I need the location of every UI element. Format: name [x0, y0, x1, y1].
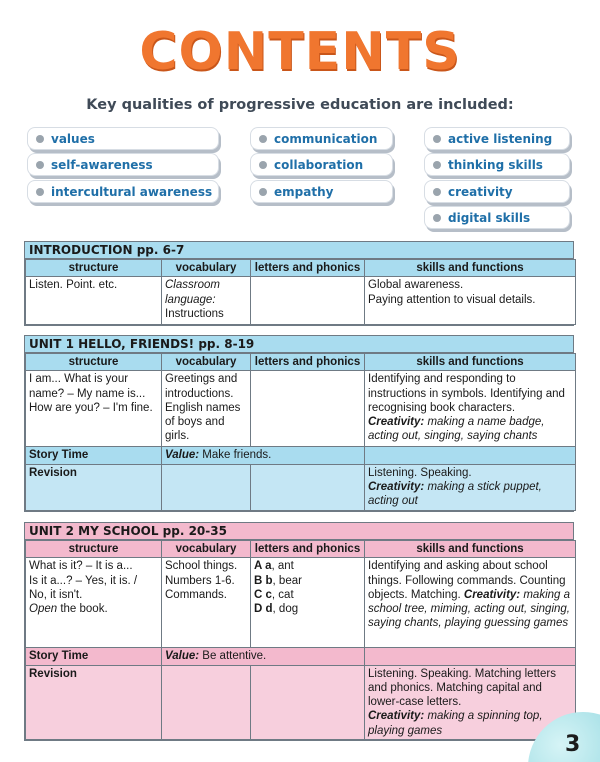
bullet-icon [36, 135, 44, 143]
quality-thinking-skills: thinking skills [424, 153, 570, 176]
unit1-value: Value: Make friends. [162, 447, 365, 464]
quality-active-listening: active listening [424, 127, 570, 150]
bullet-icon [433, 135, 441, 143]
quality-creativity: creativity [424, 180, 570, 203]
section-unit-1 [24, 335, 574, 512]
unit2-value: Value: Be attentive. [162, 648, 365, 665]
intro-table [25, 259, 576, 325]
col-structure: structure [26, 260, 162, 277]
page-title: CONTENTS [139, 22, 461, 82]
col-skills-functions: skills and functions [365, 260, 576, 277]
col-skills-functions: skills and functions [365, 354, 576, 371]
section-title: INTRODUCTION pp. 6-7 [25, 242, 573, 259]
page-number: 3 [565, 732, 581, 757]
quality-self-awareness: self-awareness [27, 153, 219, 176]
col-skills-functions: skills and functions [365, 541, 576, 558]
quality-empathy: empathy [250, 180, 393, 203]
bullet-icon [259, 188, 267, 196]
col-letters-phonics: letters and phonics [251, 541, 365, 558]
unit2-vocabulary: School things. Numbers 1-6. Commands. [162, 558, 251, 648]
unit2-revision-skills: Listening. Speaking. Matching letters and phonics. Matching capital and lower-case letters. Creativity: making a spinning top, playing games [365, 665, 576, 739]
unit1-phonics [251, 371, 365, 447]
unit1-structure: I am... What is your name? – My name is... How are you? – I'm fine. [26, 371, 162, 447]
intro-vocabulary: Classroom language: Instructions [162, 277, 251, 325]
intro-phonics [251, 277, 365, 325]
bullet-icon [36, 188, 44, 196]
bullet-icon [433, 188, 441, 196]
unit2-revision: Revision [26, 665, 162, 739]
unit1-skills: Identifying and responding to instructions in symbols. Identifying and recognising book characters. Creativity: making a name badge, acting out, singing, saying chants [365, 371, 576, 447]
col-vocabulary: vocabulary [162, 260, 251, 277]
unit2-structure: What is it? – It is a... Is it a...? – Yes, it is. / No, it isn't. Open the book. [26, 558, 162, 648]
section-title: UNIT 1 HELLO, FRIENDS! pp. 8-19 [25, 336, 573, 353]
col-letters-phonics: letters and phonics [251, 354, 365, 371]
intro-skills: Global awareness. Paying attention to visual details. [365, 277, 576, 325]
section-unit-2 [24, 522, 574, 741]
unit2-story-time: Story Time [26, 648, 162, 665]
bullet-icon [433, 214, 441, 222]
unit2-phonics: A a, ant B b, bear C c, cat D d, dog [251, 558, 365, 648]
unit2-skills: Identifying and asking about school things. Following commands. Counting objects. Matching. Creativity: making a school tree, miming, acting out, singing, saying chants, playing guessing games [365, 558, 576, 648]
unit1-table [25, 353, 576, 511]
unit2-table [25, 540, 576, 740]
bullet-icon [259, 161, 267, 169]
bullet-icon [259, 135, 267, 143]
unit1-story-time: Story Time [26, 447, 162, 464]
col-vocabulary: vocabulary [162, 354, 251, 371]
quality-intercultural-awareness: intercultural awareness [27, 180, 219, 203]
section-introduction [24, 241, 574, 326]
bullet-icon [433, 161, 441, 169]
page-subtitle: Key qualities of progressive education are included: [86, 97, 514, 113]
section-title: UNIT 2 MY SCHOOL pp. 20-35 [25, 523, 573, 540]
unit1-revision-skills: Listening. Speaking. Creativity: making a stick puppet, acting out [365, 464, 576, 510]
quality-digital-skills: digital skills [424, 206, 570, 229]
unit1-revision: Revision [26, 464, 162, 510]
unit1-vocabulary: Greetings and introductions. English names of boys and girls. [162, 371, 251, 447]
col-letters-phonics: letters and phonics [251, 260, 365, 277]
col-vocabulary: vocabulary [162, 541, 251, 558]
bullet-icon [36, 161, 44, 169]
col-structure: structure [26, 541, 162, 558]
intro-structure: Listen. Point. etc. [26, 277, 162, 325]
quality-collaboration: collaboration [250, 153, 393, 176]
quality-values: values [27, 127, 219, 150]
quality-communication: communication [250, 127, 393, 150]
col-structure: structure [26, 354, 162, 371]
